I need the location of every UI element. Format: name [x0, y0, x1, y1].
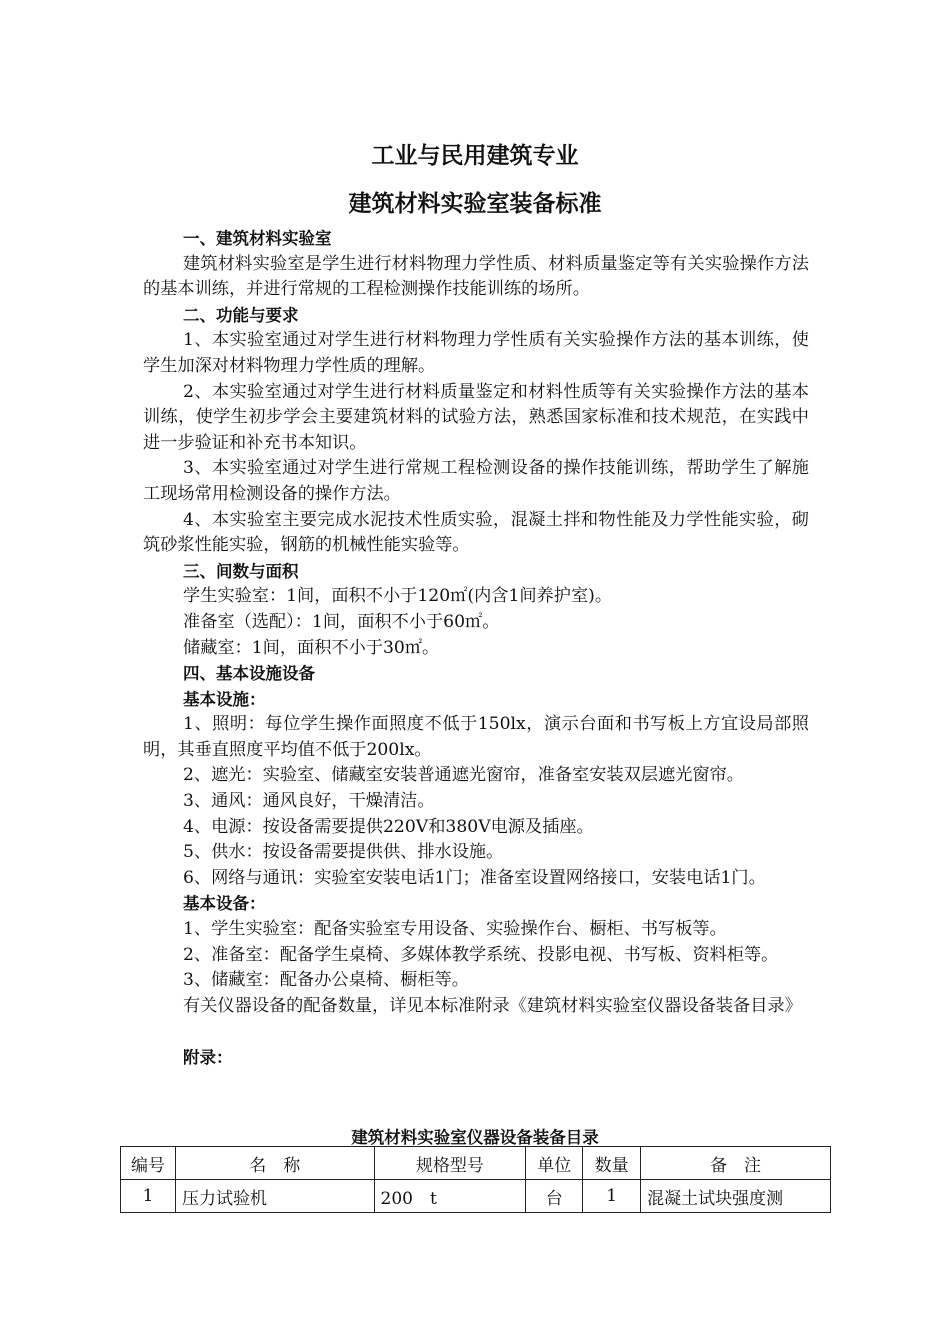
cell-model: 200 t — [374, 1180, 526, 1213]
appendix-heading: 附录： — [183, 1048, 233, 1068]
table-row — [121, 1180, 831, 1213]
table-header-row — [121, 1147, 831, 1180]
body-paragraph: 学生实验室：1间，面积不小于120㎡(内含1间养护室)。 — [183, 586, 613, 607]
table-title: 建筑材料实验室仪器设备装备目录 — [351, 1128, 599, 1147]
body-paragraph: 建筑材料实验室是学生进行材料物理力学性质、材料质量鉴定等有关实验操作方法的基本训练，并进行常规的工程检测操作技能训练的场所。 — [143, 253, 809, 300]
section-heading: 三、间数与面积 — [183, 561, 299, 581]
body-paragraph: 3、储藏室：配备办公桌椅、橱柜等。 — [183, 970, 469, 991]
body-paragraph: 1、照明：每位学生操作面照度不低于150lx，演示台面和书写板上方宜设局部照明，其垂直照度平均值不低于200lx。 — [143, 714, 809, 760]
section-heading: 基本设备： — [183, 894, 266, 914]
body-paragraph: 6、网络与通讯：实验室安装电话1门；准备室设置网络接口，安装电话1门。 — [183, 867, 766, 888]
section-heading: 二、功能与要求 — [183, 305, 299, 325]
body-paragraph: 1、学生实验室：配备实验室专用设备、实验操作台、橱柜、书写板等。 — [183, 919, 727, 940]
body-paragraph: 1、本实验室通过对学生进行材料物理力学性质有关实验操作方法的基本训练，使学生加深对材料物理力学性质的理解。 — [143, 330, 809, 376]
body-paragraph: 储藏室：1间，面积不小于30㎡。 — [183, 637, 440, 658]
col-header-number: 编号 — [121, 1147, 176, 1180]
section-heading: 四、基本设施设备 — [183, 664, 315, 684]
col-header-unit: 单位 — [526, 1147, 583, 1180]
document-body — [143, 226, 809, 1071]
body-paragraph: 5、供水：按设备需要提供供、排水设施。 — [183, 842, 504, 863]
cell-number: 1 — [121, 1180, 176, 1213]
body-paragraph: 2、本实验室通过对学生进行材料质量鉴定和材料性质等有关实验操作方法的基本训练，使学生初步学会主要建筑材料的试验方法，熟悉国家标准和技术规范，在实践中进一步验证和补充书本知识。 — [143, 381, 809, 453]
body-paragraph: 2、遮光：实验室、储藏室安装普通遮光窗帘，准备室安装双层遮光窗帘。 — [183, 765, 744, 786]
col-header-model: 规格型号 — [374, 1147, 526, 1180]
section-heading: 基本设施： — [183, 689, 266, 709]
col-header-name: 名 称 — [175, 1147, 374, 1180]
body-paragraph: 准备室（选配）：1间，面积不小于60㎡。 — [183, 611, 500, 632]
body-paragraph: 4、本实验室主要完成水泥技术性质实验，混凝土拌和物性能及力学性能实验，砌筑砂浆性能实验，钢筋的机械性能实验等。 — [143, 509, 809, 556]
equipment-table — [120, 1146, 831, 1213]
cell-unit: 台 — [526, 1180, 583, 1213]
body-paragraph: 3、通风：通风良好，干燥清洁。 — [183, 791, 435, 812]
document-subtitle: 建筑材料实验室装备标准 — [348, 191, 602, 217]
body-paragraph: 4、电源：按设备需要提供220V和380V电源及插座。 — [183, 816, 594, 837]
body-paragraph: 2、准备室：配备学生桌椅、多媒体教学系统、投影电视、书写板、资料柜等。 — [183, 944, 779, 965]
col-header-quantity: 数量 — [583, 1147, 641, 1180]
body-paragraph: 3、本实验室通过对学生进行常规工程检测设备的操作技能训练，帮助学生了解施工现场常用检测设备的操作方法。 — [143, 458, 809, 504]
body-paragraph: 有关仪器设备的配备数量，详见本标准附录《建筑材料实验室仪器设备装备目录》 — [183, 995, 802, 1016]
cell-name: 压力试验机 — [175, 1180, 374, 1213]
col-header-remarks: 备 注 — [641, 1147, 831, 1180]
cell-remarks: 混凝土试块强度测 — [641, 1180, 831, 1213]
cell-quantity: 1 — [583, 1180, 641, 1213]
section-heading: 一、建筑材料实验室 — [183, 229, 332, 248]
document-title: 工业与民用建筑专业 — [371, 143, 579, 169]
